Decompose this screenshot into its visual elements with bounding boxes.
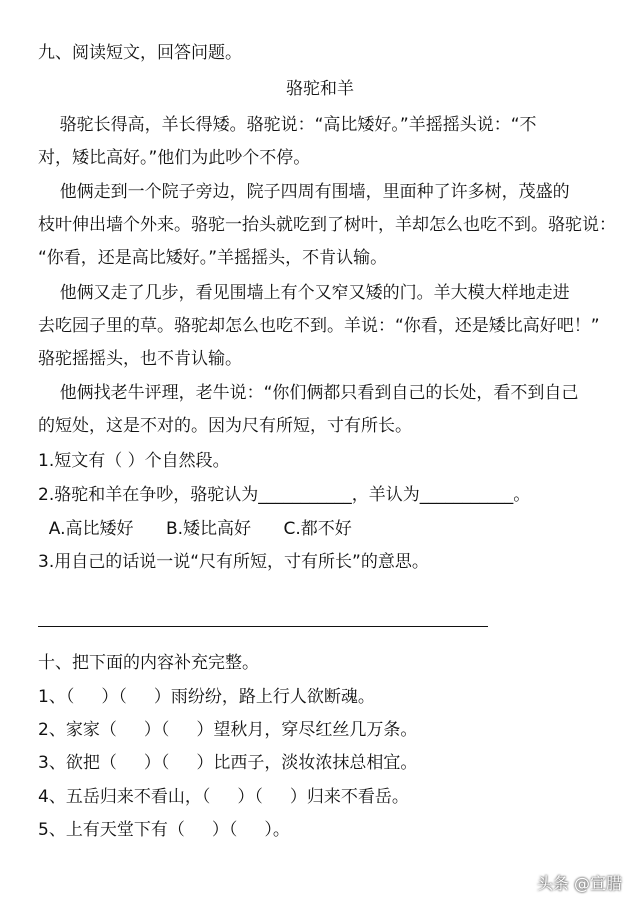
question-3: 3.用自己的话说一说“尺有所短，寸有所长”的意思。: [38, 552, 429, 572]
section10-heading: 十、把下面的内容补充完整。: [38, 653, 259, 673]
story-title: 骆驼和羊: [286, 79, 354, 99]
answer-line: [38, 626, 488, 627]
passage-line: 去吃园子里的草。骆驼却怎么也吃不到。羊说：“你看，还是矮比高好吧！”: [38, 316, 600, 336]
fill-item: 1、（ ）（ ）雨纷纷，路上行人欲断魂。: [38, 687, 375, 707]
passage-line: 他俩找老牛评理，老牛说：“你们俩都只看到自己的长处，看不到自己: [38, 383, 579, 403]
question-2-options: A.高比矮好 B.矮比高好 C.都不好: [38, 519, 352, 539]
fill-item: 3、欲把（ ）（ ）比西子，淡妆浓抹总相宜。: [38, 753, 418, 773]
passage-line: 骆驼长得高，羊长得矮。骆驼说：“高比矮好。”羊摇摇头说：“不: [38, 115, 537, 135]
section9-heading: 九、阅读短文，回答问题。: [38, 43, 242, 63]
passage-line: 对，矮比高好。”他们为此吵个不停。: [38, 148, 311, 168]
passage-line: 枝叶伸出墙个外来。骆驼一抬头就吃到了树叶，羊却怎么也吃不到。骆驼说：: [38, 215, 616, 235]
question-2: 2.骆驼和羊在争吵，骆驼认为___________，羊认为___________。: [38, 485, 531, 505]
fill-item: 4、五岳归来不看山，（ ）（ ）归来不看岳。: [38, 787, 409, 807]
passage-line: 的短处，这是不对的。因为尺有所短，寸有所长。: [38, 416, 412, 436]
passage-line: 他俩走到一个院子旁边，院子四周有围墙，里面种了许多树，茂盛的: [38, 182, 570, 202]
passage-line: 他俩又走了几步，看见围墙上有个又窄又矮的门。羊大模大样地走进: [38, 283, 570, 303]
fill-item: 2、家家（ ）（ ）望秋月，穿尽红丝几万条。: [38, 720, 418, 740]
passage-line: “你看，还是高比矮好。”羊摇摇头，不肯认输。: [38, 248, 388, 268]
watermark: 头条 @宣腊: [536, 874, 622, 893]
fill-item: 5、上有天堂下有（ ）（ ）。: [38, 820, 290, 840]
passage-line: 骆驼摇摇头，也不肯认输。: [38, 349, 242, 369]
question-1: 1.短文有（ ）个自然段。: [38, 451, 230, 471]
